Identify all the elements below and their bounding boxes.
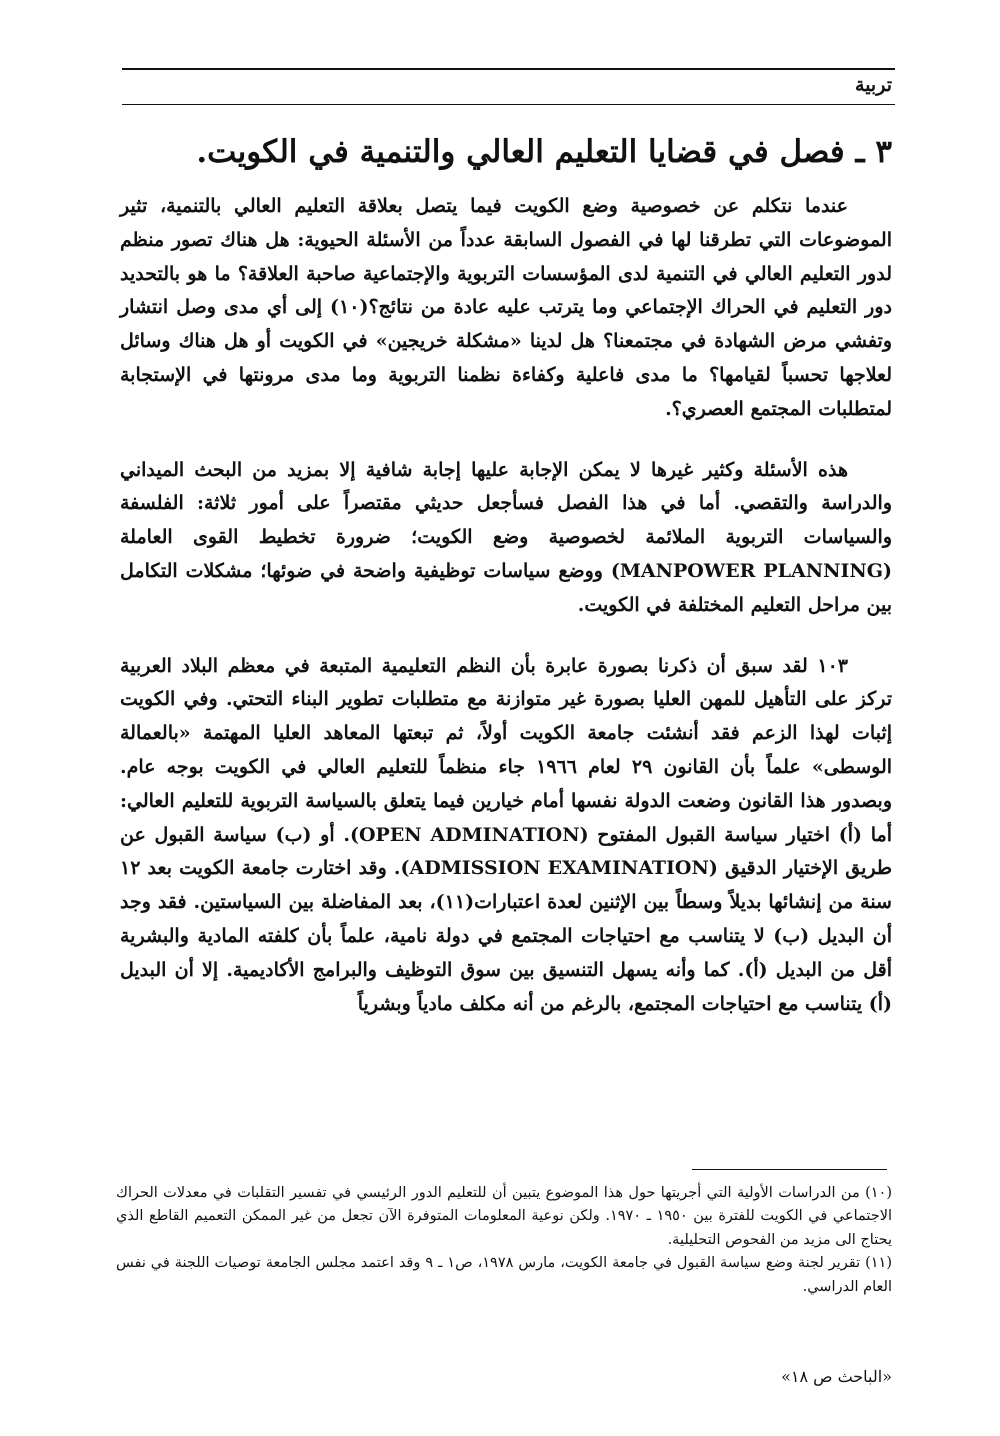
body-text: [120, 190, 892, 1048]
running-header: تربية: [855, 74, 892, 96]
header-rule: [122, 104, 895, 105]
footnote-10: (١٠) من الدراسات الأولية التي أجريتها حول هذا الموضوع يتبين أن للتعليم الدور الرئيسي في تفسير التقلبات في معدلات الحراك الاجتماعي في الكويت للفترة بين ١٩٥٠ ـ ١٩٧٠. ولكن نوعية المعلومات المتوفرة الآن تجعل من غير الممكن التعميم القاطع الذي يحتاج الى مزيد من الفحوص التحليلية.: [116, 1185, 893, 1248]
footnotes: [116, 1182, 892, 1299]
top-rule: [122, 68, 895, 70]
footnote-11: (١١) تقرير لجنة وضع سياسة القبول في جامعة الكويت، مارس ١٩٧٨، ص١ ـ ٩ وقد اعتمد مجلس الجامعة توصيات اللجنة في نفس العام الدراسي.: [116, 1255, 893, 1295]
page-footer: «الباحث ص ١٨»: [781, 1367, 892, 1386]
paragraph-1: عندما نتكلم عن خصوصية وضع الكويت فيما يتصل بعلاقة التعليم العالي بالتنمية، تثير الموضوعات التي تطرقنا لها في الفصول السابقة عدداً من الأسئلة الحيوية: هل هناك تصور منظم لدور التعليم العالي في التنمية لدى المؤسسات التربوية والإجتماعية صاحبة العلاقة؟ ما هو بالتحديد دور التعليم في الحراك الإجتماعي وما يترتب عليه عادة من نتائج؟(١٠) إلى أي مدى وصل انتشار وتفشي مرض الشهادة في مجتمعنا؟ هل لدينا «مشكلة خريجين» في الكويت أو هل هناك وسائل لعلاجها تحسباً لقيامها؟ ما مدى فاعلية وكفاءة نظمنا التربوية وما مدى مرونتها في الإستجابة لمتطلبات المجتمع العصري؟.: [120, 195, 892, 420]
footnote-separator: [692, 1169, 887, 1170]
section-title: ٣ ـ فصل في قضايا التعليم العالي والتنمية في الكويت.: [196, 134, 892, 170]
paragraph-2: هذه الأسئلة وكثير غيرها لا يمكن الإجابة عليها إجابة شافية إلا بمزيد من البحث الميداني والدراسة والتقصي. أما في هذا الفصل فسأجعل حديثي مقتصراً على أمور ثلاثة: الفلسفة والسياسات التربوية الملائمة لخصوصية وضع الكويت؛ ضرورة تخطيط القوى العاملة (MANPOWER PLANNING) ووضع سياسات توظيفية واضحة في ضوئها؛ مشكلات التكامل بين مراحل التعليم المختلفة في الكويت.: [120, 458, 893, 616]
paragraph-3: ١٠٣ لقد سبق أن ذكرنا بصورة عابرة بأن النظم التعليمية المتبعة في معظم البلاد العربية تركز على التأهيل للمهن العليا بصورة غير متوازنة مع متطلبات تطوير البناء التحتي. وفي الكويت إثبات لهذا الزعم فقد أنشئت جامعة الكويت أولاً، ثم تبعتها المعاهد العليا المهتمة «بالعمالة الوسطى» علماً بأن القانون ٢٩ لعام ١٩٦٦ جاء منظماً للتعليم العالي في الكويت بوجه عام. وبصدور هذا القانون وضعت الدولة نفسها أمام خيارين فيما يتعلق بالسياسة التربوية للتعليم العالي: أما (أ) اختيار سياسة القبول المفتوح (OPEN ADMINATION). أو (ب) سياسة القبول عن طريق الإختيار الدقيق (ADMISSION EXAMINATION). وقد اختارت جامعة الكويت بعد ١٢ سنة من إنشائها بديلاً وسطاً بين الإثنين لعدة اعتبارات(١١)، بعد المفاضلة بين السياستين. فقد وجد أن البديل (ب) لا يتناسب مع احتياجات المجتمع في دولة نامية، علماً بأن كلفته المادية والبشرية أقل من البديل (أ). كما وأنه يسهل التنسيق بين سوق التوظيف والبرامج الأكاديمية. إلا أن البديل (أ) يتناسب مع احتياجات المجتمع، بالرغم من أنه مكلف مادياً وبشرياً: [120, 654, 893, 1015]
